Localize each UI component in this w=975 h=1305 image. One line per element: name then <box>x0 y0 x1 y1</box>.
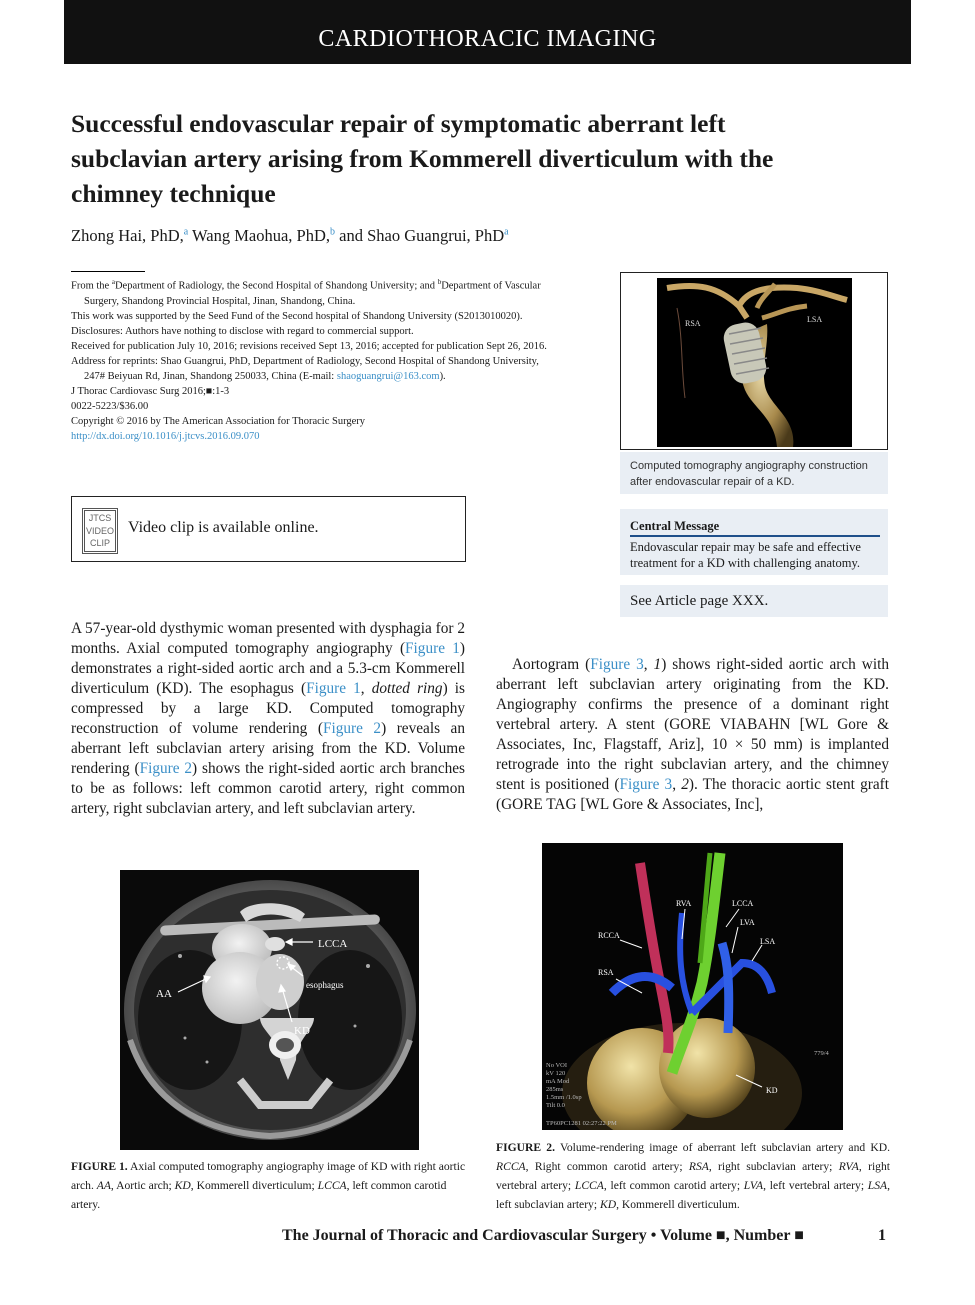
doi-link[interactable]: http://dx.doi.org/10.1016/j.jtcvs.2016.09.070 <box>71 430 260 442</box>
figure-3-ref[interactable]: Figure 3 <box>619 776 673 793</box>
fig2-label-kd: KD <box>766 1086 778 1095</box>
figure-1-ref[interactable]: Figure 1 <box>306 680 361 697</box>
central-message-rule <box>630 535 880 537</box>
fig2-label-rsa: RSA <box>598 968 614 977</box>
email-link[interactable]: shaoguangrui@163.com <box>336 370 440 382</box>
fig2-label-lva: LVA <box>740 918 755 927</box>
journal-footer: The Journal of Thoracic and Cardiovascular Surgery • Volume ■, Number ■ <box>282 1227 804 1244</box>
figure-2-ref[interactable]: Figure 2 <box>139 760 193 777</box>
svg-text:1.5mm /1.0sp: 1.5mm /1.0sp <box>546 1094 582 1101</box>
funding: This work was supported by the Seed Fund of the Second hospital of Shandong University (S2013010020). <box>71 310 523 322</box>
figure-1-image <box>120 870 419 1150</box>
fig2-label-lsa: LSA <box>760 937 776 946</box>
figure-1-ref[interactable]: Figure 1 <box>405 640 460 657</box>
reprints-cont: 247# Beiyuan Rd, Jinan, Shandong 250033, China (E-mail: shaoguangrui@163.com). <box>84 370 446 382</box>
author-3: and Shao Guangrui, PhD <box>335 226 505 245</box>
body-text-right: Aortogram (Figure 3, 1) shows right-sided aortic arch with aberrant left subclavian artery originating from the KD. Angiography confirms the presence of a dominant right vertebral artery. A stent (GORE VIABAHN [WL Gore & Associates, Inc, Flagstaff, Ariz], 10 × 50 mm) is implanted retrograde into the right subclavian artery, and the chimney stent is positioned (Figure 3, 2). The thoracic aortic stent graft (GORE TAG [WL Gore & Associates, Inc], <box>496 656 889 813</box>
author-list <box>71 226 631 246</box>
fig1-label-lcca: LCCA <box>318 938 348 950</box>
author-1-affil[interactable]: a <box>183 226 189 238</box>
body-text-left: A 57-year-old dysthymic woman presented with dysphagia for 2 months. Axial computed tomography angiography (Figure 1) demonstrates a right-sided aortic arch and a 5.3-cm Kommerell diverticulum (KD). The esophagus (Figure 1, dotted ring) is compressed by a large KD. Computed tomography reconstruction of volume rendering (Figure 2) reveals an aberrant left subclavian artery arising from the KD. Volume rendering (Figure 2) shows the right-sided aortic arch branches to be as follows: left common carotid artery, right common artery, right subclavian artery, and left subclavian artery. <box>71 620 465 817</box>
figure-2-ref[interactable]: Figure 2 <box>322 720 382 737</box>
affiliation-cont: Surgery, Shandong Provincial Hospital, Jinan, Shandong, China. <box>84 295 356 307</box>
thumb-label-lsa: LSA <box>807 315 823 324</box>
svg-text:285ms: 285ms <box>546 1086 564 1093</box>
fig1-label-esophagus: esophagus <box>306 980 344 990</box>
thumb-label-rsa: RSA <box>685 319 701 328</box>
footnote-divider <box>71 271 145 272</box>
author-2: Wang Maohua, PhD, <box>188 226 331 245</box>
see-article-link[interactable]: See Article page XXX. <box>630 593 769 609</box>
svg-text:Tilt 0.0: Tilt 0.0 <box>546 1102 565 1109</box>
section-header: CARDIOTHORACIC IMAGING <box>64 0 911 64</box>
article-title: Successful endovascular repair of symptomatic aberrant left subclavian artery arising from Kommerell diverticulum with the chimney technique <box>71 109 774 208</box>
thumbnail-image <box>657 278 852 447</box>
figure-1-caption: FIGURE 1. Axial computed tomography angiography image of KD with right aortic arch. AA, Aortic arch; KD, Kommerell diverticulum; LCCA, left common carotid artery. <box>71 1160 466 1211</box>
figure-2-caption: FIGURE 2. Volume-rendering image of aberrant left subclavian artery and KD. RCCA, Right common carotid artery; RSA, right subclavian artery; RVA, right vertebral artery; LCCA, left common carotid artery; LVA, left vertebral artery; LSA, left subclavian artery; KD, Kommerell diverticulum. <box>496 1141 891 1211</box>
svg-text:No VOI: No VOI <box>546 1062 568 1069</box>
fig2-label-rcca: RCCA <box>598 931 620 940</box>
thumbnail-caption: Computed tomography angiography construction after endovascular repair of a KD. <box>630 460 868 488</box>
figure-2-image <box>542 843 843 1130</box>
svg-text:kV 120: kV 120 <box>546 1070 566 1077</box>
issn: 0022-5223/$36.00 <box>71 400 149 412</box>
copyright: Copyright © 2016 by The American Association for Thoracic Surgery <box>71 415 366 427</box>
affiliation: From the $^a$Department of Radiology, the Second Hospital of Shandong University; and $^b$Department of Vascular <box>71 278 541 292</box>
svg-text:TP60PC1281 02:27:22 PM: TP60PC1281 02:27:22 PM <box>546 1120 617 1127</box>
video-clip-icon[interactable]: JTCS VIDEO CLIP <box>82 508 118 554</box>
fig1-label-aa: AA <box>156 988 172 1000</box>
central-message-title: Central Message <box>630 519 720 533</box>
author-1: Zhong Hai, PhD, <box>71 226 184 245</box>
reprints: Address for reprints: Shao Guangrui, PhD, Department of Radiology, Second Hospital of Shandong University, <box>71 355 539 367</box>
author-3-affil[interactable]: a <box>504 226 509 238</box>
central-message-text: Endovascular repair may be safe and effective treatment for a KD with challenging anatomy. <box>630 540 861 570</box>
disclosures: Disclosures: Authors have nothing to disclose with regard to commercial support. <box>71 325 414 337</box>
fig2-label-rva: RVA <box>676 899 692 908</box>
video-clip-text[interactable]: Video clip is available online. <box>128 519 319 536</box>
svg-text:779/4: 779/4 <box>814 1050 829 1057</box>
page-number: 1 <box>878 1227 886 1244</box>
figure-3-ref[interactable]: Figure 3 <box>590 656 644 673</box>
fig2-label-lcca: LCCA <box>732 899 754 908</box>
author-2-affil[interactable]: b <box>330 226 336 238</box>
fig1-label-kd: KD <box>294 1025 310 1037</box>
svg-text:mA Mod: mA Mod <box>546 1078 570 1085</box>
dates: Received for publication July 10, 2016; revisions received Sept 13, 2016; accepted for publication Sept 26, 2016. <box>71 340 547 352</box>
citation: J Thorac Cardiovasc Surg 2016;■:1-3 <box>71 385 230 397</box>
footnotes <box>71 275 601 444</box>
